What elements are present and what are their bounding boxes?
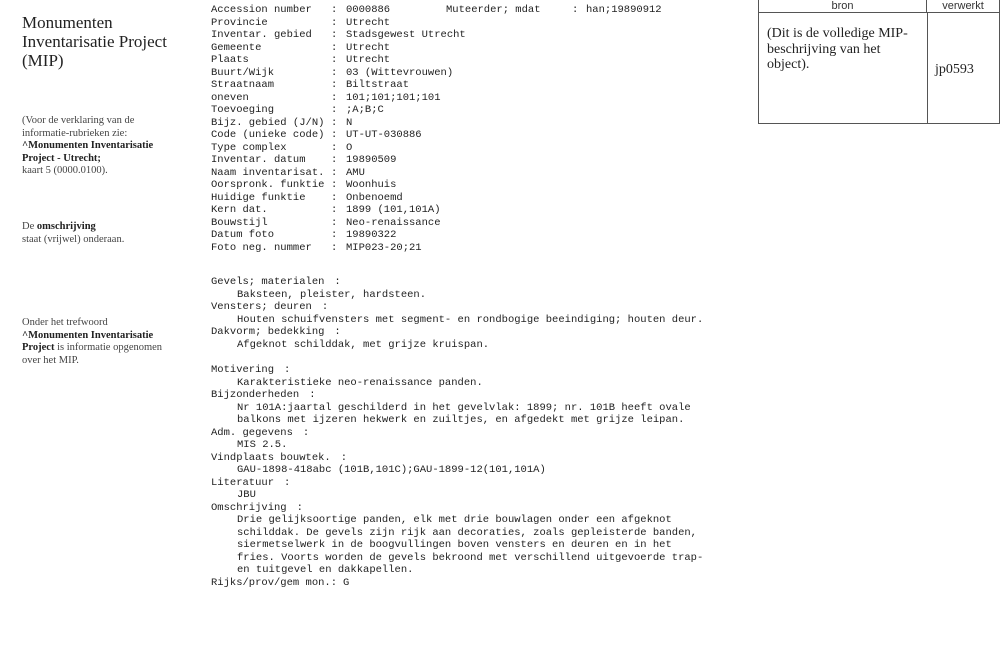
field-label: Huidige funktie xyxy=(211,191,306,204)
bron-text: (Dit is de volledige MIP-beschrijving van het object). xyxy=(767,26,908,72)
field-value: 1899 (101,101A) xyxy=(346,204,441,216)
note-reference: ^Monumenten Inventarisatie Project - Utrecht; xyxy=(22,140,154,164)
field-row xyxy=(211,79,662,92)
section-label-text: Motivering xyxy=(211,364,275,376)
field-label: Accession number xyxy=(211,4,312,16)
record-fields xyxy=(211,4,662,254)
field-value: Woonhuis xyxy=(346,179,397,191)
field-label: Inventar. datum xyxy=(211,154,306,166)
field-separator: : xyxy=(331,166,338,179)
note-bold: omschrijving xyxy=(36,221,96,232)
field-label: Type complex xyxy=(211,141,287,154)
field-value: Utrecht xyxy=(346,16,391,29)
field-row xyxy=(211,142,662,155)
field-label: Gemeente xyxy=(211,41,262,54)
field-separator: : xyxy=(331,29,338,41)
field-row xyxy=(211,42,662,55)
field-separator: : xyxy=(334,326,341,338)
field-separator: : xyxy=(284,476,291,489)
field-row xyxy=(211,17,662,30)
field-separator: : xyxy=(331,204,338,216)
field-label: oneven xyxy=(211,91,249,104)
field-row xyxy=(211,104,662,117)
field-value: Neo-renaissance xyxy=(346,216,441,229)
field-label: Oorspronk. funktie xyxy=(211,179,325,191)
field-separator: : xyxy=(331,116,338,129)
field-row xyxy=(211,179,662,192)
field-separator: : xyxy=(321,301,329,313)
note-pre: Onder het trefwoord xyxy=(22,317,108,328)
field-separator: : xyxy=(331,216,338,229)
field-value: 19890509 xyxy=(346,154,397,166)
field-label: Kern dat. xyxy=(211,204,268,216)
section-label-text: Bijzonderheden xyxy=(211,389,300,401)
field-row xyxy=(211,29,662,42)
field-separator: : xyxy=(331,191,338,204)
bron-header: bron xyxy=(759,0,927,13)
field-label: Datum foto xyxy=(211,229,275,241)
field-separator: : xyxy=(331,179,338,191)
section-label xyxy=(211,502,703,515)
note-pre: De xyxy=(22,221,35,232)
section-label-text: Vensters; deuren xyxy=(211,301,312,313)
field-separator: : xyxy=(331,229,338,241)
info-note-rubrieken xyxy=(22,115,182,178)
details-section xyxy=(211,364,703,589)
field-separator: : xyxy=(331,16,338,29)
field-separator: : xyxy=(331,91,338,104)
field-separator: : xyxy=(331,129,338,141)
field-separator: : xyxy=(330,576,338,589)
field-value: Biltstraat xyxy=(346,79,410,91)
field-separator: : xyxy=(572,4,579,16)
info-note-trefwoord xyxy=(22,317,182,367)
field-value: AMU xyxy=(346,166,365,179)
field-separator: : xyxy=(296,501,303,514)
rijks-value: G xyxy=(343,576,350,589)
note-bold: ^Monumenten Inventarisatie Project xyxy=(22,329,154,353)
field-row xyxy=(211,242,662,255)
rijks-row xyxy=(211,577,703,590)
muteerder-label: Muteerder; mdat xyxy=(446,4,541,16)
section-label xyxy=(211,326,703,339)
field-label: Naam inventarisat. xyxy=(211,166,325,179)
field-separator: : xyxy=(302,426,310,439)
field-value: 19890322 xyxy=(346,229,397,241)
field-row xyxy=(211,54,662,67)
field-row xyxy=(211,217,662,230)
field-separator: : xyxy=(309,389,316,401)
section-label-text: Omschrijving xyxy=(211,501,287,514)
field-separator: : xyxy=(284,364,291,376)
field-row xyxy=(211,204,662,217)
section-text: Nr 101A:jaartal geschilderd in het gevelvlak: 1899; nr. 101B heeft ovale balkons met ijzeren hekwerk en zuiltjes, en afgedekt met grijze leipan. xyxy=(237,401,691,426)
note-tail: kaart 5 (0000.0100). xyxy=(22,165,108,176)
section-text: Afgeknot schilddak, met grijze kruispan. xyxy=(237,338,490,351)
field-separator: : xyxy=(331,54,338,66)
field-value: N xyxy=(346,116,353,129)
field-separator: : xyxy=(331,141,338,154)
field-separator: : xyxy=(331,154,338,166)
info-note-omschrijving xyxy=(22,221,182,246)
field-label: Buurt/Wijk xyxy=(211,66,275,79)
source-box xyxy=(758,0,1000,124)
field-separator: : xyxy=(334,276,341,288)
section-text: GAU-1898-418abc (101B,101C);GAU-1899-12(101,101A) xyxy=(237,464,546,476)
note-tail: staat (vrijwel) onderaan. xyxy=(22,233,125,245)
section-label xyxy=(211,477,703,490)
field-value: UT-UT-030886 xyxy=(346,129,422,141)
field-row xyxy=(211,117,662,130)
field-row xyxy=(211,92,662,105)
section-label xyxy=(211,276,703,289)
field-label: Bouwstijl xyxy=(211,216,268,229)
section-text: Houten schuifvensters met segment- en rondbogige beeindiging; houten deur. xyxy=(237,313,704,326)
field-row xyxy=(211,192,662,205)
note-intro: (Voor de verklaring van de informatie-rubrieken zie: xyxy=(22,115,135,139)
section-text: Drie gelijksoortige panden, elk met drie bouwlagen onder een afgeknot schilddak. De gevels zijn rijk aan decoraties, zoals gepleisterde banden, siermetselwerk in de boogvullingen boven vensters en deuren en in het fries. Voorts worden de gevels bekroond met verschillend uitgevoerde trap- en tuitgevel en dakkapellen. xyxy=(237,514,704,576)
rijks-label: Rijks/prov/gem mon. xyxy=(211,576,331,589)
accession-row xyxy=(211,4,662,17)
section-text: Baksteen, pleister, hardsteen. xyxy=(237,288,427,301)
field-row xyxy=(211,154,662,167)
field-label: Toevoeging xyxy=(211,104,275,116)
field-separator: : xyxy=(331,241,338,254)
page-title: Monumenten Inventarisatie Project (MIP) xyxy=(22,13,167,70)
field-value: MIP023-20;21 xyxy=(346,241,422,254)
field-separator: : xyxy=(331,41,338,54)
field-separator: : xyxy=(331,4,338,16)
field-label: Straatnaam xyxy=(211,79,275,91)
field-separator: : xyxy=(331,66,338,79)
section-label-text: Gevels; materialen xyxy=(211,276,325,288)
field-row xyxy=(211,167,662,180)
section-label xyxy=(211,301,703,314)
column-divider xyxy=(927,13,928,124)
verwerkt-header: verwerkt xyxy=(927,0,999,13)
field-row xyxy=(211,129,662,142)
section-label xyxy=(211,427,703,440)
section-label xyxy=(211,364,703,377)
muteerder-value: han;19890912 xyxy=(586,4,662,16)
field-value: 0000886 xyxy=(346,4,391,16)
field-label: Inventar. gebied xyxy=(211,29,312,41)
field-row xyxy=(211,67,662,80)
field-value: 101;101;101;101 xyxy=(346,91,441,104)
field-value: Utrecht xyxy=(346,54,391,66)
field-separator: : xyxy=(340,451,348,464)
field-label: Bijz. gebied (J/N) xyxy=(211,116,325,129)
section-text: MIS 2.5. xyxy=(237,439,288,451)
field-separator: : xyxy=(331,79,338,91)
field-value: O xyxy=(346,141,353,154)
verwerkt-text: jp0593 xyxy=(935,62,974,77)
materials-section xyxy=(211,276,703,351)
section-label-text: Adm. gegevens xyxy=(211,426,293,439)
field-value: Utrecht xyxy=(346,41,391,54)
section-text: Karakteristieke neo-renaissance panden. xyxy=(237,376,483,389)
section-label xyxy=(211,452,703,465)
section-label-text: Dakvorm; bedekking xyxy=(211,326,325,338)
section-label-text: Vindplaats bouwtek. xyxy=(211,451,331,464)
section-label xyxy=(211,389,703,402)
field-label: Provincie xyxy=(211,16,268,29)
field-label: Foto neg. nummer xyxy=(211,241,312,254)
field-value: 03 (Wittevrouwen) xyxy=(346,66,454,79)
field-separator: : xyxy=(331,104,338,116)
field-value: Stadsgewest Utrecht xyxy=(346,29,466,41)
field-label: Code (unieke code) xyxy=(211,129,325,141)
field-label: Plaats xyxy=(211,54,249,66)
field-value: ;A;B;C xyxy=(346,104,384,116)
field-row xyxy=(211,229,662,242)
note-tail: is informatie opgenomen over het MIP. xyxy=(22,342,163,366)
section-label-text: Literatuur xyxy=(211,476,275,489)
section-text: JBU xyxy=(237,489,256,501)
field-value: Onbenoemd xyxy=(346,191,403,204)
